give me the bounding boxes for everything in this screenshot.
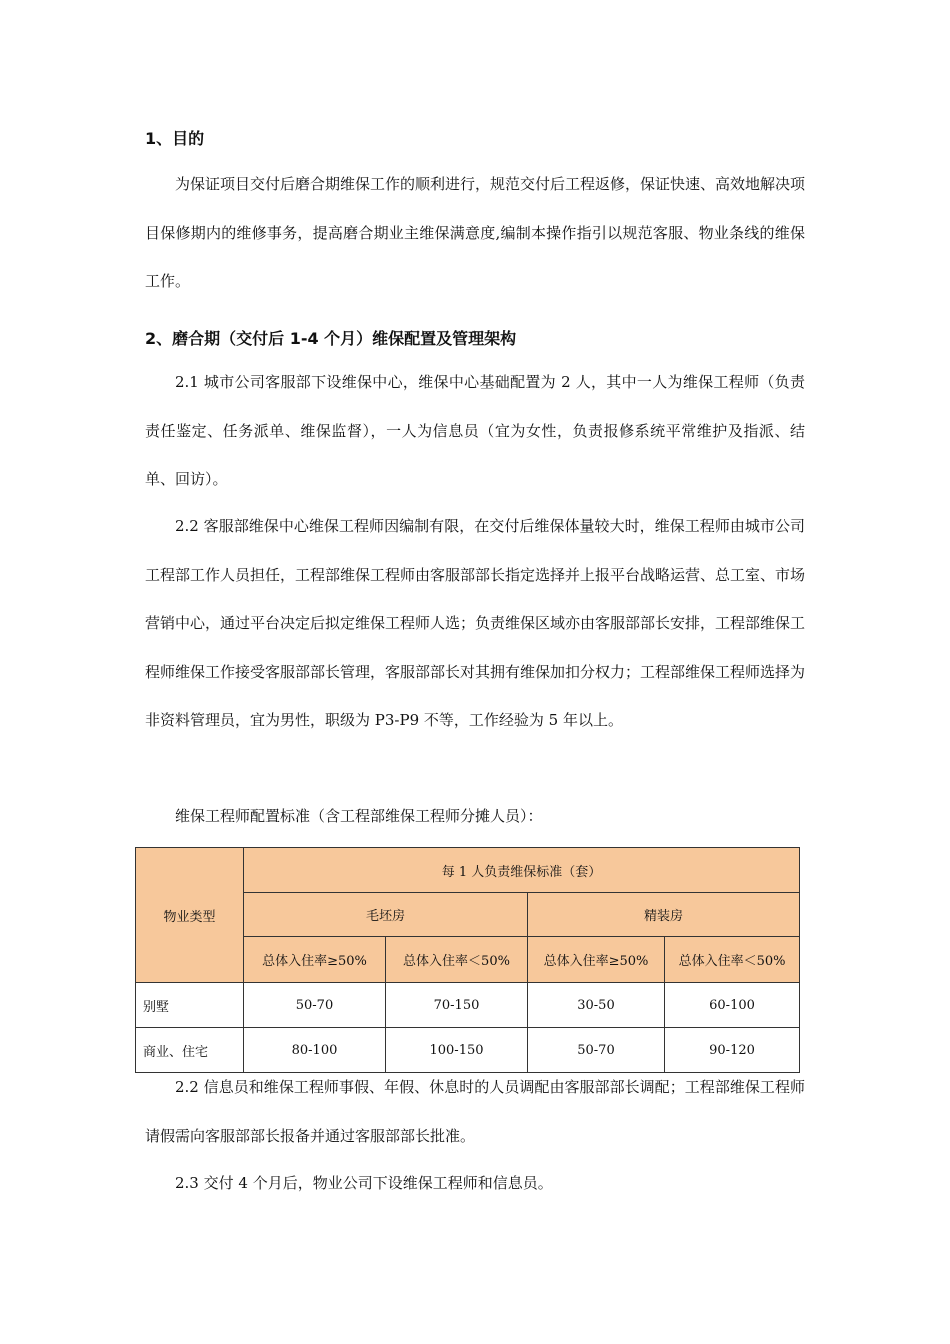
paragraph-2-2: 2.2 客服部维保中心维保工程师因编制有限，在交付后维保体量较大时，维保工程师由城市公司工程部工作人员担任，工程部维保工程师由客服部部长指定选择并上报平台战略运营、总工室、市场营销中心，通过平台决定后拟定维保工程师人选；负责维保区域亦由客服部部长安排，工程部维保工程师维保工作接受客服部部长管理，客服部部长对其拥有维保加扣分权力；工程部维保工程师选择为非资料管理员，宜为男性，职级为 P3-P9 不等，工作经验为 5 年以上。: [145, 517, 806, 729]
section-1-heading: 1、目的: [145, 129, 205, 148]
table-row: [136, 983, 800, 1028]
header-finished-house: 精装房: [528, 893, 800, 937]
table-caption: 维保工程师配置标准（含工程部维保工程师分摊人员）：: [175, 807, 543, 825]
section-1-paragraph: 为保证项目交付后磨合期维保工作的顺利进行，规范交付后工程返修，保证快速、高效地解决项目保修期内的维修事务，提高磨合期业主维保满意度,编制本操作指引以规范客服、物业条线的维保工作。: [145, 175, 806, 290]
table-cell: 80-100: [244, 1028, 386, 1073]
header-property-type: 物业类型: [136, 848, 244, 983]
table-cell: 60-100: [665, 983, 800, 1028]
engineer-config-table: [135, 847, 800, 1073]
paragraph-2-2-b: 2.2 信息员和维保工程师事假、年假、休息时的人员调配由客服部部长调配；工程部维保工程师请假需向客服部部长报备并通过客服部部长批准。: [145, 1078, 805, 1145]
table-cell: 100-150: [386, 1028, 528, 1073]
table-cell: 50-70: [244, 983, 386, 1028]
header-occupancy: 总体入住率≥50%: [528, 937, 665, 983]
table-cell: 90-120: [665, 1028, 800, 1073]
table-cell: 30-50: [528, 983, 665, 1028]
row-type: 商业、住宅: [136, 1028, 244, 1073]
header-rough-house: 毛坯房: [244, 893, 528, 937]
header-occupancy: 总体入住率≥50%: [244, 937, 386, 983]
header-occupancy: 总体入住率＜50%: [386, 937, 528, 983]
header-per-person-standard: 每 1 人负责维保标准（套）: [244, 848, 800, 893]
paragraph-2-1: 2.1 城市公司客服部下设维保中心，维保中心基础配置为 2 人，其中一人为维保工程师（负责责任鉴定、任务派单、维保监督），一人为信息员（宜为女性，负责报修系统平常维护及指派、结单、回访）。: [145, 373, 805, 488]
header-occupancy: 总体入住率＜50%: [665, 937, 800, 983]
section-2-heading: 2、磨合期（交付后 1-4 个月）维保配置及管理架构: [145, 329, 517, 348]
table-cell: 50-70: [528, 1028, 665, 1073]
row-type: 别墅: [136, 983, 244, 1028]
table-cell: 70-150: [386, 983, 528, 1028]
paragraph-2-3: 2.3 交付 4 个月后，物业公司下设维保工程师和信息员。: [175, 1174, 553, 1192]
